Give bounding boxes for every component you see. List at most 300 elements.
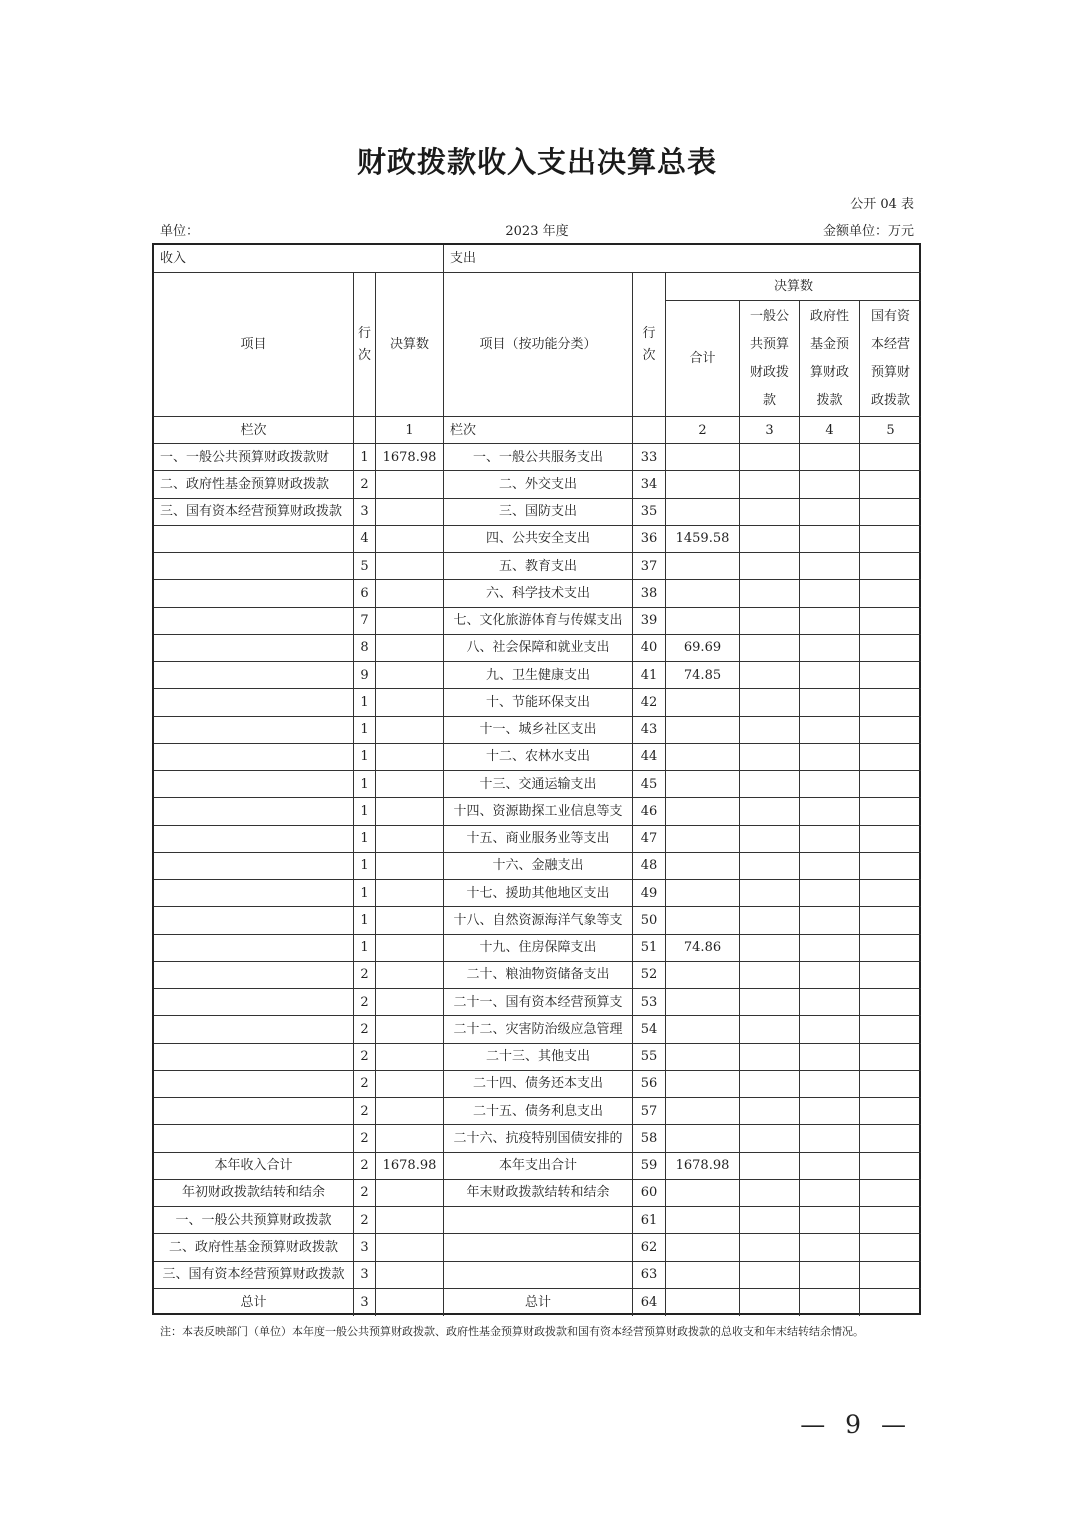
general-budget-cell	[740, 1180, 800, 1207]
income-item-cell	[154, 744, 354, 771]
expense-item-cell: 十五、商业服务业等支出	[444, 826, 633, 853]
header-line: 拨款	[816, 392, 843, 408]
income-row-no-cell: 2	[354, 1044, 376, 1071]
income-row-no-cell: 3	[354, 1234, 376, 1261]
income-amount-cell	[376, 553, 444, 580]
gov-fund-cell	[800, 1234, 860, 1261]
expense-item-cell	[444, 1262, 633, 1289]
expense-item-cell: 二十三、其他支出	[444, 1044, 633, 1071]
expense-total-cell	[666, 689, 740, 716]
state-capital-cell	[860, 1180, 921, 1207]
expense-row-no-cell: 64	[633, 1289, 666, 1316]
form-number: 公开 04 表	[850, 197, 914, 212]
income-item-cell	[154, 662, 354, 689]
income-item-cell	[154, 1016, 354, 1043]
expense-total-cell	[666, 1262, 740, 1289]
expense-item-cell: 二、外交支出	[444, 471, 633, 498]
general-budget-cell	[740, 689, 800, 716]
final-amount-header: 决算数	[376, 273, 444, 417]
income-amount-cell	[376, 798, 444, 825]
income-row-no-cell: 2	[354, 1071, 376, 1098]
expense-row-no-cell: 59	[633, 1153, 666, 1180]
income-row-no-cell: 3	[354, 1262, 376, 1289]
income-item-cell	[154, 771, 354, 798]
expense-item-cell: 十三、交通运输支出	[444, 771, 633, 798]
expense-total-cell	[666, 1071, 740, 1098]
col-index-blank	[633, 417, 666, 444]
expense-total-cell	[666, 1098, 740, 1125]
expense-item-cell: 十七、援助其他地区支出	[444, 880, 633, 907]
gov-fund-cell	[800, 608, 860, 635]
col-index-blank	[354, 417, 376, 444]
gov-fund-cell	[800, 798, 860, 825]
gov-fund-cell	[800, 717, 860, 744]
income-item-cell: 总计	[154, 1289, 354, 1316]
income-row-no-cell: 2	[354, 471, 376, 498]
general-budget-cell	[740, 826, 800, 853]
expense-row-no-cell: 49	[633, 880, 666, 907]
income-row-no-cell: 8	[354, 635, 376, 662]
expense-item-cell: 十一、城乡社区支出	[444, 717, 633, 744]
expense-row-no-cell: 35	[633, 499, 666, 526]
expense-row-no-cell: 44	[633, 744, 666, 771]
income-amount-cell	[376, 1016, 444, 1043]
col-index-4: 4	[800, 417, 860, 444]
income-row-no-cell: 1	[354, 853, 376, 880]
state-capital-cell	[860, 907, 921, 934]
expense-row-no-cell: 36	[633, 526, 666, 553]
income-amount-cell	[376, 880, 444, 907]
expense-item-cell: 二十二、灾害防治级应急管理	[444, 1016, 633, 1043]
expense-row-no-cell: 33	[633, 444, 666, 471]
general-budget-cell	[740, 1044, 800, 1071]
income-amount-cell	[376, 962, 444, 989]
header-line: 预算财	[870, 364, 910, 380]
in-row-no-header	[354, 273, 376, 417]
gov-fund-cell	[800, 1098, 860, 1125]
income-amount-cell	[376, 1207, 444, 1234]
expense-item-cell: 一、一般公共服务支出	[444, 444, 633, 471]
expense-row-no-cell: 46	[633, 798, 666, 825]
expense-item-cell: 二十五、债务利息支出	[444, 1098, 633, 1125]
expense-total-cell	[666, 962, 740, 989]
gov-fund-cell	[800, 1289, 860, 1316]
gov-fund-cell	[800, 1016, 860, 1043]
gov-fund-cell	[800, 1125, 860, 1152]
gov-fund-cell	[800, 1044, 860, 1071]
expense-row-no-cell: 42	[633, 689, 666, 716]
income-row-no-cell: 5	[354, 553, 376, 580]
expense-row-no-cell: 60	[633, 1180, 666, 1207]
expense-row-no-cell: 41	[633, 662, 666, 689]
state-capital-cell	[860, 1098, 921, 1125]
final-amount-group-header: 决算数	[666, 273, 921, 301]
income-amount-cell	[376, 635, 444, 662]
gov-fund-cell	[800, 444, 860, 471]
income-item-cell	[154, 853, 354, 880]
state-capital-cell	[860, 1289, 921, 1316]
expense-header: 支出	[444, 245, 921, 273]
expense-total-cell	[666, 580, 740, 607]
income-row-no-cell: 1	[354, 444, 376, 471]
income-item-cell	[154, 717, 354, 744]
general-budget-cell	[740, 771, 800, 798]
income-amount-cell	[376, 1125, 444, 1152]
col-label-right: 栏次	[444, 417, 633, 444]
expense-row-no-cell: 37	[633, 553, 666, 580]
state-capital-cell	[860, 880, 921, 907]
income-item-cell	[154, 826, 354, 853]
general-budget-cell	[740, 553, 800, 580]
general-budget-cell	[740, 798, 800, 825]
header-line: 基金预	[809, 336, 849, 352]
expense-item-cell: 本年支出合计	[444, 1153, 633, 1180]
income-row-no-cell: 9	[354, 662, 376, 689]
general-budget-cell	[740, 1125, 800, 1152]
gov-fund-cell	[800, 580, 860, 607]
row-no-char-2: 次	[357, 347, 371, 363]
income-row-no-cell: 2	[354, 1016, 376, 1043]
expense-row-no-cell: 39	[633, 608, 666, 635]
gov-fund-cell	[800, 962, 860, 989]
col-index-2: 2	[666, 417, 740, 444]
general-budget-cell	[740, 853, 800, 880]
income-row-no-cell: 1	[354, 771, 376, 798]
expense-total-cell	[666, 989, 740, 1016]
income-header: 收入	[154, 245, 444, 273]
income-item-cell: 一、一般公共预算财政拨款财	[154, 444, 354, 471]
header-line: 算财政	[809, 364, 849, 380]
header-line: 本经营	[870, 336, 910, 352]
expense-total-cell	[666, 798, 740, 825]
income-row-no-cell: 7	[354, 608, 376, 635]
income-row-no-cell: 2	[354, 1153, 376, 1180]
expense-total-cell	[666, 1289, 740, 1316]
gov-fund-cell	[800, 1071, 860, 1098]
expense-row-no-cell: 34	[633, 471, 666, 498]
expense-total-cell	[666, 826, 740, 853]
income-amount-cell	[376, 1098, 444, 1125]
income-amount-cell	[376, 935, 444, 962]
income-amount-cell	[376, 608, 444, 635]
col-index-3: 3	[740, 417, 800, 444]
income-row-no-cell: 1	[354, 907, 376, 934]
income-item-cell	[154, 635, 354, 662]
state-capital-cell	[860, 1207, 921, 1234]
income-item-cell: 三、国有资本经营预算财政拨款	[154, 1262, 354, 1289]
income-amount-cell	[376, 1289, 444, 1316]
income-amount-cell	[376, 907, 444, 934]
income-item-cell	[154, 553, 354, 580]
gov-fund-cell	[800, 526, 860, 553]
expense-row-no-cell: 38	[633, 580, 666, 607]
state-capital-cell	[860, 1071, 921, 1098]
income-amount-cell: 1678.98	[376, 1153, 444, 1180]
income-item-cell: 二、政府性基金预算财政拨款	[154, 471, 354, 498]
income-item-cell	[154, 608, 354, 635]
state-capital-cell	[860, 771, 921, 798]
gov-fund-cell	[800, 499, 860, 526]
general-budget-cell	[740, 1071, 800, 1098]
income-row-no-cell: 3	[354, 1289, 376, 1316]
expense-total-cell	[666, 1234, 740, 1261]
state-capital-cell	[860, 935, 921, 962]
col-index-1: 1	[376, 417, 444, 444]
expense-total-cell	[666, 1016, 740, 1043]
expense-row-no-cell: 45	[633, 771, 666, 798]
state-capital-cell	[860, 1262, 921, 1289]
expense-item-cell	[444, 1234, 633, 1261]
gov-fund-cell	[800, 771, 860, 798]
unit-label: 单位：	[160, 224, 200, 239]
expense-total-cell	[666, 1125, 740, 1152]
expense-row-no-cell: 63	[633, 1262, 666, 1289]
income-row-no-cell: 1	[354, 826, 376, 853]
expense-row-no-cell: 52	[633, 962, 666, 989]
expense-total-cell	[666, 499, 740, 526]
expense-total-cell	[666, 880, 740, 907]
expense-total-cell	[666, 853, 740, 880]
expense-item-cell: 二十一、国有资本经营预算支	[444, 989, 633, 1016]
general-budget-cell	[740, 444, 800, 471]
state-capital-cell	[860, 798, 921, 825]
general-budget-header	[740, 301, 800, 417]
expense-total-cell	[666, 444, 740, 471]
expense-row-no-cell: 51	[633, 935, 666, 962]
income-item-cell	[154, 580, 354, 607]
expense-item-cell: 九、卫生健康支出	[444, 662, 633, 689]
header-line: 政府性	[809, 308, 849, 324]
expense-row-no-cell: 56	[633, 1071, 666, 1098]
page-number: — 9 —	[800, 1410, 912, 1439]
income-row-no-cell: 3	[354, 499, 376, 526]
general-budget-cell	[740, 526, 800, 553]
state-capital-cell	[860, 989, 921, 1016]
gov-fund-cell	[800, 853, 860, 880]
income-amount-cell	[376, 1044, 444, 1071]
state-capital-cell	[860, 853, 921, 880]
expense-row-no-cell: 47	[633, 826, 666, 853]
general-budget-cell	[740, 499, 800, 526]
gov-fund-cell	[800, 935, 860, 962]
expense-item-cell: 十八、自然资源海洋气象等支	[444, 907, 633, 934]
income-item-cell	[154, 1125, 354, 1152]
page-title: 财政拨款收入支出决算总表	[356, 145, 717, 179]
income-amount-cell	[376, 771, 444, 798]
general-budget-cell	[740, 635, 800, 662]
income-row-no-cell: 1	[354, 880, 376, 907]
state-capital-cell	[860, 662, 921, 689]
income-amount-cell	[376, 853, 444, 880]
expense-total-cell	[666, 907, 740, 934]
general-budget-cell	[740, 1098, 800, 1125]
gov-fund-cell	[800, 880, 860, 907]
expense-total-cell: 74.86	[666, 935, 740, 962]
expense-total-cell	[666, 1044, 740, 1071]
expense-row-no-cell: 50	[633, 907, 666, 934]
income-item-cell	[154, 1098, 354, 1125]
income-amount-cell	[376, 1180, 444, 1207]
fiscal-year: 2023 年度	[505, 224, 569, 239]
item-header: 项目	[154, 273, 354, 417]
expense-total-cell	[666, 471, 740, 498]
expense-item-cell: 十、节能环保支出	[444, 689, 633, 716]
income-item-cell	[154, 1044, 354, 1071]
expense-item-cell: 二十、粮油物资储备支出	[444, 962, 633, 989]
income-item-cell: 三、国有资本经营预算财政拨款	[154, 499, 354, 526]
general-budget-cell	[740, 880, 800, 907]
gov-fund-cell	[800, 1153, 860, 1180]
state-capital-cell	[860, 826, 921, 853]
gov-fund-cell	[800, 989, 860, 1016]
income-amount-cell	[376, 499, 444, 526]
gov-fund-cell	[800, 662, 860, 689]
state-capital-cell	[860, 689, 921, 716]
expense-total-cell	[666, 744, 740, 771]
expense-total-cell	[666, 717, 740, 744]
income-item-cell: 一、一般公共预算财政拨款	[154, 1207, 354, 1234]
state-capital-cell	[860, 526, 921, 553]
total-header: 合计	[666, 301, 740, 417]
expense-total-cell: 1459.58	[666, 526, 740, 553]
income-row-no-cell: 2	[354, 1207, 376, 1234]
header-line: 财政拨	[749, 364, 789, 380]
income-row-no-cell: 1	[354, 744, 376, 771]
income-row-no-cell: 6	[354, 580, 376, 607]
expense-row-no-cell: 48	[633, 853, 666, 880]
income-amount-cell: 1678.98	[376, 444, 444, 471]
expense-row-no-cell: 58	[633, 1125, 666, 1152]
func-item-header: 项目（按功能分类）	[444, 273, 633, 417]
gov-fund-cell	[800, 1207, 860, 1234]
income-amount-cell	[376, 717, 444, 744]
income-item-cell	[154, 526, 354, 553]
income-item-cell	[154, 907, 354, 934]
general-budget-cell	[740, 1289, 800, 1316]
gov-fund-header	[800, 301, 860, 417]
state-capital-cell	[860, 1125, 921, 1152]
income-amount-cell	[376, 526, 444, 553]
income-amount-cell	[376, 1262, 444, 1289]
col-label-left: 栏次	[154, 417, 354, 444]
state-capital-cell	[860, 1234, 921, 1261]
gov-fund-cell	[800, 1262, 860, 1289]
income-item-cell	[154, 1071, 354, 1098]
income-amount-cell	[376, 826, 444, 853]
expense-row-no-cell: 55	[633, 1044, 666, 1071]
income-amount-cell	[376, 662, 444, 689]
general-budget-cell	[740, 1016, 800, 1043]
expense-total-cell	[666, 608, 740, 635]
income-amount-cell	[376, 1071, 444, 1098]
expense-total-cell: 1678.98	[666, 1153, 740, 1180]
expense-item-cell: 七、文化旅游体育与传媒支出	[444, 608, 633, 635]
expense-row-no-cell: 62	[633, 1234, 666, 1261]
income-row-no-cell: 2	[354, 989, 376, 1016]
expense-item-cell: 六、科学技术支出	[444, 580, 633, 607]
general-budget-cell	[740, 1153, 800, 1180]
state-capital-cell	[860, 962, 921, 989]
income-row-no-cell: 2	[354, 962, 376, 989]
income-item-cell	[154, 935, 354, 962]
expense-row-no-cell: 61	[633, 1207, 666, 1234]
header-line: 一般公	[749, 308, 789, 324]
gov-fund-cell	[800, 471, 860, 498]
expense-row-no-cell: 57	[633, 1098, 666, 1125]
general-budget-cell	[740, 471, 800, 498]
state-capital-cell	[860, 1044, 921, 1071]
expense-item-cell: 总计	[444, 1289, 633, 1316]
income-row-no-cell: 2	[354, 1180, 376, 1207]
expense-item-cell: 十二、农林水支出	[444, 744, 633, 771]
income-row-no-cell: 2	[354, 1098, 376, 1125]
general-budget-cell	[740, 935, 800, 962]
general-budget-cell	[740, 989, 800, 1016]
general-budget-cell	[740, 580, 800, 607]
income-item-cell	[154, 962, 354, 989]
income-amount-cell	[376, 580, 444, 607]
income-row-no-cell: 1	[354, 798, 376, 825]
row-no-char-1: 行	[642, 325, 656, 341]
expense-item-cell: 十九、住房保障支出	[444, 935, 633, 962]
state-capital-cell	[860, 635, 921, 662]
expense-item-cell: 年末财政拨款结转和结余	[444, 1180, 633, 1207]
state-capital-cell	[860, 444, 921, 471]
expense-total-cell: 69.69	[666, 635, 740, 662]
money-unit: 金额单位：万元	[822, 224, 914, 239]
table-note: 注：本表反映部门（单位）本年度一般公共预算财政拨款、政府性基金预算财政拨款和国有资本经营预算财政拨款的总收支和年末结转结余情况。	[160, 1325, 864, 1338]
gov-fund-cell	[800, 635, 860, 662]
expense-row-no-cell: 53	[633, 989, 666, 1016]
gov-fund-cell	[800, 907, 860, 934]
general-budget-cell	[740, 744, 800, 771]
header-line: 款	[762, 392, 776, 408]
gov-fund-cell	[800, 826, 860, 853]
expense-item-cell: 二十六、抗疫特别国债安排的	[444, 1125, 633, 1152]
state-capital-cell	[860, 717, 921, 744]
expense-item-cell: 二十四、债务还本支出	[444, 1071, 633, 1098]
header-line: 国有资	[870, 308, 910, 324]
state-capital-cell	[860, 1153, 921, 1180]
income-amount-cell	[376, 989, 444, 1016]
general-budget-cell	[740, 717, 800, 744]
income-amount-cell	[376, 1234, 444, 1261]
income-row-no-cell: 1	[354, 717, 376, 744]
col-index-5: 5	[860, 417, 921, 444]
state-capital-cell	[860, 744, 921, 771]
state-capital-cell	[860, 608, 921, 635]
expense-item-cell	[444, 1207, 633, 1234]
expense-item-cell: 十四、资源勘探工业信息等支	[444, 798, 633, 825]
gov-fund-cell	[800, 553, 860, 580]
expense-total-cell: 74.85	[666, 662, 740, 689]
income-item-cell: 二、政府性基金预算财政拨款	[154, 1234, 354, 1261]
income-item-cell: 年初财政拨款结转和结余	[154, 1180, 354, 1207]
income-amount-cell	[376, 744, 444, 771]
general-budget-cell	[740, 662, 800, 689]
income-row-no-cell: 1	[354, 935, 376, 962]
expense-item-cell: 十六、金融支出	[444, 853, 633, 880]
expense-item-cell: 五、教育支出	[444, 553, 633, 580]
state-capital-cell	[860, 471, 921, 498]
expense-row-no-cell: 40	[633, 635, 666, 662]
general-budget-cell	[740, 962, 800, 989]
income-row-no-cell: 4	[354, 526, 376, 553]
row-no-char-2: 次	[642, 347, 656, 363]
gov-fund-cell	[800, 744, 860, 771]
expense-item-cell: 八、社会保障和就业支出	[444, 635, 633, 662]
expense-item-cell: 三、国防支出	[444, 499, 633, 526]
